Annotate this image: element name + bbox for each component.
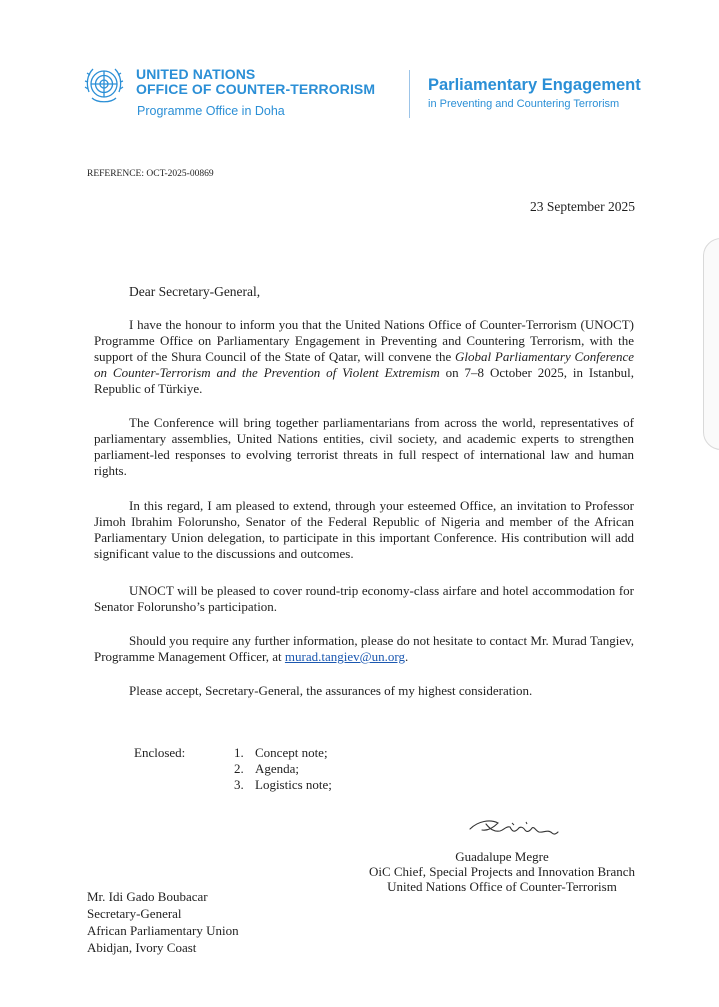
handwritten-signature <box>468 815 560 841</box>
p1-tail: on 7–8 October 2025, in Istanbul, Republic of Türkiye. <box>94 365 635 396</box>
org-name-line2: OFFICE OF COUNTER-TERRORISM <box>136 81 376 97</box>
salutation: Dear Secretary-General, <box>129 284 261 299</box>
un-emblem-icon <box>80 62 128 110</box>
paragraph-conference <box>94 415 634 479</box>
p1-lead: I have the honour to inform you that the United Nations Office of Counter-Terrorism (UNOCT) Programme Office on Parliamentary Engagement in Preventing and Countering Terrorism, with the support of the Shura Council of the State of Qatar, will convene the <box>94 317 634 364</box>
addressee-location: Abidjan, Ivory Coast <box>87 940 197 955</box>
enclosure-number: 2. <box>234 761 244 776</box>
conference-title: Global Parliamentary Conference on Counter-Terrorism and the Prevention of Violent Extremism <box>94 349 634 380</box>
letter-date: 23 September 2025 <box>530 199 635 214</box>
signatory-block <box>354 849 650 894</box>
addressee-organization: African Parliamentary Union <box>87 923 239 938</box>
p3-text: In this regard, I am pleased to extend, through your esteemed Office, an invitation to Professor Jimoh Ibrahim Folorunsho, Senator of the Federal Republic of Nigeria and member of the African Parliamentary Union delegation, to participate in this important Conference. His contribution will add significant value to the discussions and outcomes. <box>94 498 634 561</box>
paragraph-announcement <box>94 317 634 397</box>
p6-text: Please accept, Secretary-General, the assurances of my highest consideration. <box>129 683 533 698</box>
programme-title: Parliamentary Engagement <box>428 76 641 94</box>
contact-email-link[interactable]: murad.tangiev@un.org <box>284 649 405 664</box>
p5-tail: . <box>404 649 409 664</box>
p4-text: UNOCT will be pleased to cover round-trip economy-class airfare and hotel accommodation for Senator Folorunsho’s participation. <box>94 583 634 614</box>
signatory-office: United Nations Office of Counter-Terrorism <box>387 879 617 894</box>
org-name <box>136 67 375 97</box>
signatory-name: Guadalupe Megre <box>455 849 549 864</box>
paragraph-closing <box>94 683 634 699</box>
reference-number: REFERENCE: OCT-2025-00869 <box>87 169 214 179</box>
org-office: Programme Office in Doha <box>137 104 285 118</box>
enclosure-text: Concept note; <box>255 745 328 760</box>
enclosure-item <box>234 761 332 777</box>
addressee-name: Mr. Idi Gado Boubacar <box>87 889 208 904</box>
org-name-line1: UNITED NATIONS <box>136 66 256 82</box>
enclosure-text: Logistics note; <box>255 777 332 792</box>
paragraph-coverage <box>94 583 634 615</box>
addressee-title: Secretary-General <box>87 906 182 921</box>
letterhead-divider <box>409 70 410 118</box>
enclosure-text: Agenda; <box>255 761 300 776</box>
p5-lead: Should you require any further information, please do not hesitate to contact Mr. Murad Tangiev, Programme Management Officer, at <box>94 633 634 664</box>
enclosures-label: Enclosed: <box>134 745 186 760</box>
programme-subtitle: in Preventing and Countering Terrorism <box>428 98 620 110</box>
p2-text: The Conference will bring together parliamentarians from across the world, representatives of parliamentary assemblies, United Nations entities, civil society, and academic experts to strengthen parliament-led responses to evolving terrorist threats in full respect of international law and human rights. <box>94 415 634 478</box>
enclosures-list <box>234 745 332 793</box>
paragraph-invitation <box>94 498 634 562</box>
enclosure-item <box>234 745 332 761</box>
signatory-title: OiC Chief, Special Projects and Innovation Branch <box>368 864 636 879</box>
enclosure-number: 3. <box>234 777 244 792</box>
enclosure-number: 1. <box>234 745 244 760</box>
addressee-block <box>87 888 239 956</box>
scroll-handle[interactable] <box>703 238 719 450</box>
paragraph-contact <box>94 633 634 665</box>
enclosure-item <box>234 777 332 793</box>
